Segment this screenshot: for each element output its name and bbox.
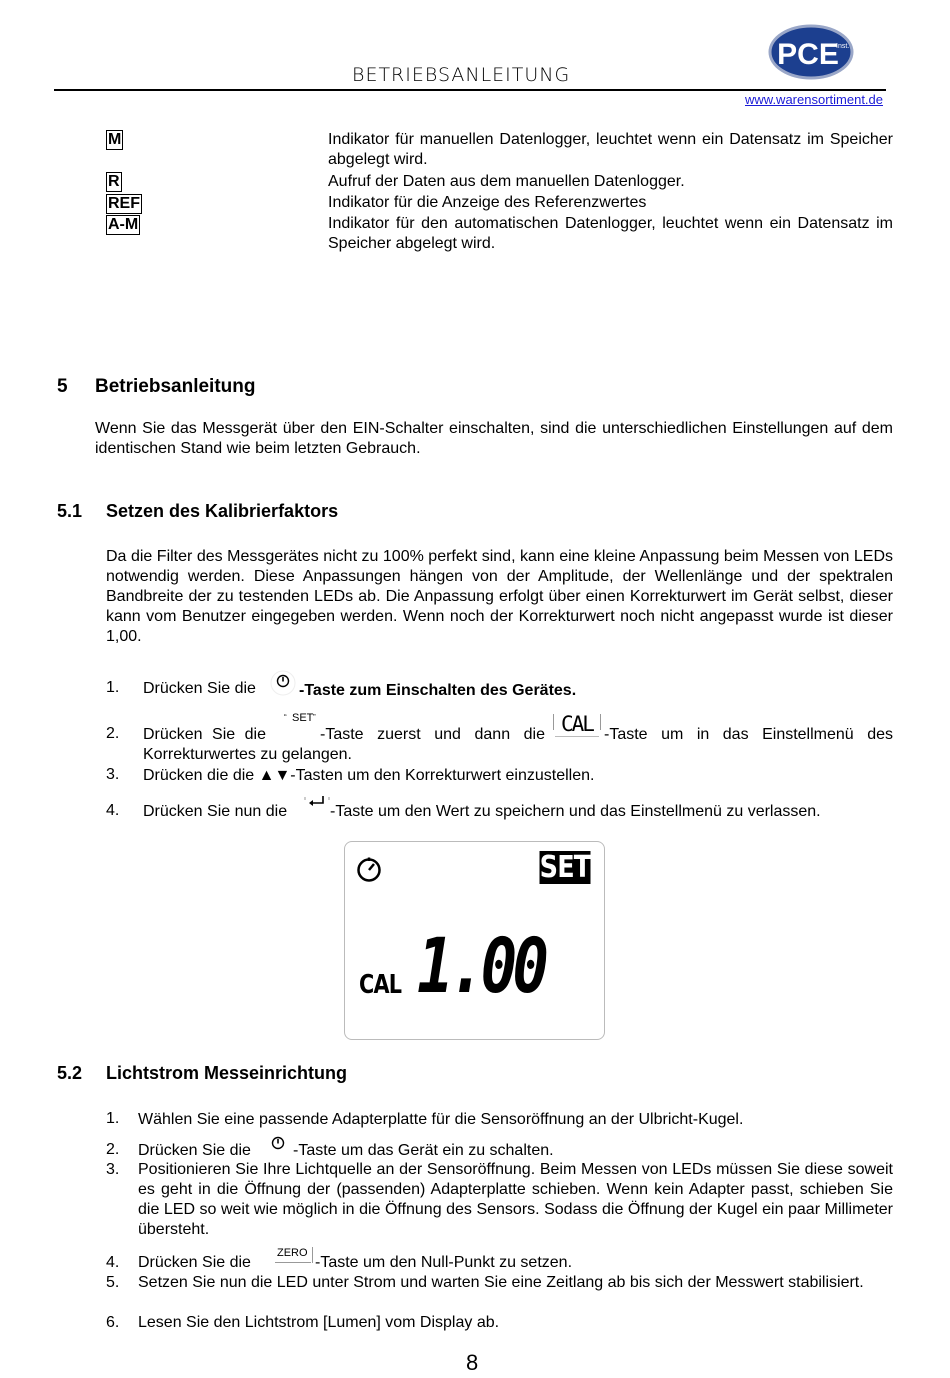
step-text-bold: -Taste zum Einschalten des Gerätes. (299, 682, 577, 699)
section-5-text: Wenn Sie das Messgerät über den EIN-Schalter einschalten, sind die unterschiedlichen Einstellungen auf dem identischen Stand wie beim letzten Gebrauch. (95, 420, 893, 457)
header-rule (54, 89, 886, 91)
step-text: -Taste um den Wert zu speichern und das Einstellmenü zu verlassen. (330, 803, 821, 820)
power-button-icon (270, 670, 296, 696)
svg-text:Inst.: Inst. (836, 43, 850, 50)
step-number: 2. (106, 1141, 120, 1158)
step-text: Setzen Sie nun die LED unter Strom und warten Sie eine Zeitlang ab bis sich der Messwert stabilisiert. (138, 1274, 864, 1291)
page-number: 8 (466, 1350, 479, 1375)
step-text: -Taste um den Null-Punkt zu setzen. (315, 1254, 573, 1271)
cal-button-icon: CAL (553, 712, 603, 738)
step-text: -Taste zuerst und dann die (320, 726, 545, 743)
section-51-title: Setzen des Kalibrierfaktors (106, 501, 339, 521)
step-text: Wählen Sie eine passende Adapterplatte für die Sensoröffnung an der Ulbricht-Kugel. (138, 1111, 744, 1128)
section-5-number: 5 (57, 376, 68, 397)
step-number: 1. (106, 679, 120, 696)
indicator-symbol-r: R (108, 173, 120, 190)
step-text: -Taste um das Gerät ein zu schalten. (293, 1142, 554, 1159)
step-text: Lesen Sie den Lichtstrom [Lumen] vom Display ab. (138, 1314, 500, 1331)
lcd-value: 1.00 (417, 921, 545, 1010)
section-5-title: Betriebsanleitung (95, 376, 256, 397)
lcd-display (344, 841, 605, 1040)
indicator-symbol-ref: REF (108, 195, 140, 212)
up-down-arrow-icons: ▲▼ (258, 767, 291, 784)
step-number: 1. (106, 1110, 120, 1127)
pce-logo (768, 24, 854, 80)
zero-button-icon: ZERO (273, 1243, 317, 1269)
step-text: -Taste um in das Einstellmenü des Korrekturwertes zu gelangen. (143, 726, 893, 763)
indicator-desc-r: Aufruf der Daten aus dem manuellen Datenlogger. (328, 173, 685, 190)
svg-text:PCE: PCE (777, 38, 839, 71)
indicator-desc-m: Indikator für manuellen Datenlogger, leuchtet wenn ein Datensatz im Speicher abgelegt wird. (328, 131, 893, 168)
indicator-symbol-am: A-M (108, 216, 139, 233)
step-text: Drücken Sie die (143, 726, 266, 743)
section-52-title: Lichtstrom Messeinrichtung (106, 1063, 348, 1083)
step-text: Positionieren Sie Ihre Lichtquelle an der Sensoröffnung. Beim Messen von LEDs müssen Sie diese soweit es geht in die Öffnung der (passenden) Adapterplatte schieben. Wenn kein Adapter passt, schieben Sie die LED so weit wie möglich in die Öffnung des Sensors. Sodass die Öffnung der Kugel ein paar Millimeter übersteht. (138, 1161, 893, 1238)
website-link[interactable]: www.warensortiment.de (745, 92, 883, 107)
step-number: 4. (106, 1254, 120, 1271)
step-text: Drücken Sie die (138, 1142, 251, 1159)
lcd-set-indicator: SET (539, 850, 591, 885)
enter-button-icon (302, 790, 332, 816)
section-52-number: 5.2 (57, 1063, 83, 1083)
indicator-desc-am: Indikator für den automatischen Datenlogger, leuchtet wenn ein Datensatz im Speicher abgelegt wird. (328, 215, 893, 252)
step-text: Drücken Sie die (138, 1254, 251, 1271)
step-number: 3. (106, 766, 120, 783)
step-text: Drücken die die ▲▼-Tasten um den Korrekturwert einzustellen. (143, 767, 595, 784)
indicator-desc-ref: Indikator für die Anzeige des Referenzwertes (328, 194, 647, 211)
step-number: 4. (106, 802, 120, 819)
power-button-icon (266, 1132, 290, 1156)
step-number: 5. (106, 1274, 120, 1291)
section-51-number: 5.1 (57, 501, 83, 521)
set-button-icon: “ SET ” (284, 712, 316, 724)
indicator-symbol-m: M (108, 131, 122, 148)
step-number: 2. (106, 725, 120, 742)
step-number: 6. (106, 1314, 120, 1331)
lcd-cal-label: CAL (359, 970, 402, 1000)
step-text: Drücken Sie nun die (143, 803, 288, 820)
header-title: BETRIEBSANLEITUNG (352, 64, 571, 86)
step-number: 3. (106, 1161, 120, 1178)
timer-icon (355, 856, 383, 884)
section-51-text: Da die Filter des Messgerätes nicht zu 100% perfekt sind, kann eine kleine Anpassung beim Messen von LEDs notwendig werden. Diese Anpassungen hängen von der Amplitude, der Wellenlänge und der spektralen Bandbreite der zu testenden LEDs ab. Die Anpassung erfolgt über einen Korrekturwert im Gerät selbst, dieser kann vom Benutzer eingegeben werden. Wenn noch der Korrekturwert noch nicht angepasst wurde ist dieser 1,00. (106, 548, 893, 645)
step-text: Drücken Sie die (143, 680, 256, 697)
